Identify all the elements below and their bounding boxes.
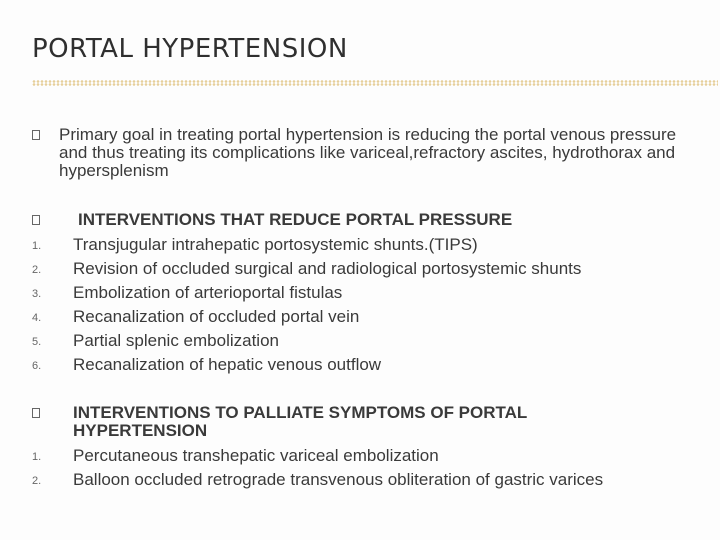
list-item-text: Recanalization of occluded portal vein (73, 307, 360, 326)
section-heading: INTERVENTIONS TO PALLIATE SYMPTOMS OF PORTAL HYPERTENSION (73, 403, 527, 440)
list-item-text: Percutaneous transhepatic variceal embolization (73, 446, 439, 465)
list-item-text: Balloon occluded retrograde transvenous obliteration of gastric varices (73, 470, 604, 489)
list-number: 6. (32, 360, 42, 372)
section-heading: INTERVENTIONS THAT REDUCE PORTAL PRESSURE (78, 210, 513, 229)
list-item-text: Embolization of arterioportal fistulas (73, 283, 343, 302)
list-item (32, 284, 712, 308)
list-item (32, 356, 712, 380)
list-number: 5. (32, 336, 42, 348)
list-item (32, 236, 712, 260)
list-item (32, 471, 712, 495)
list-item (32, 332, 712, 356)
bullet-text: Primary goal in treating portal hypertension is reducing the portal venous pressure and thus treating its complications like variceal,refractory ascites, hydrothorax and hypersplenism (59, 125, 677, 180)
list-item (32, 308, 712, 332)
list-item-text: Recanalization of hepatic venous outflow (73, 355, 382, 374)
list-number: 2. (32, 264, 42, 276)
square-bullet-icon (32, 215, 40, 225)
square-bullet-icon (32, 130, 40, 140)
list-number: 2. (32, 475, 42, 487)
list-item-text: Transjugular intrahepatic portosystemic shunts.(TIPS) (73, 235, 478, 254)
title-divider (32, 80, 718, 86)
square-bullet-icon (32, 408, 40, 418)
list-number: 3. (32, 288, 42, 300)
list-item (32, 260, 712, 284)
list-number: 1. (32, 451, 42, 463)
list-item (32, 447, 712, 471)
list-item-text: Partial splenic embolization (73, 331, 279, 350)
list-item-text: Revision of occluded surgical and radiological portosystemic shunts (73, 259, 582, 278)
list-number: 1. (32, 240, 42, 252)
list-number: 4. (32, 312, 42, 324)
slide-title: PORTAL HYPERTENSION (32, 34, 348, 64)
